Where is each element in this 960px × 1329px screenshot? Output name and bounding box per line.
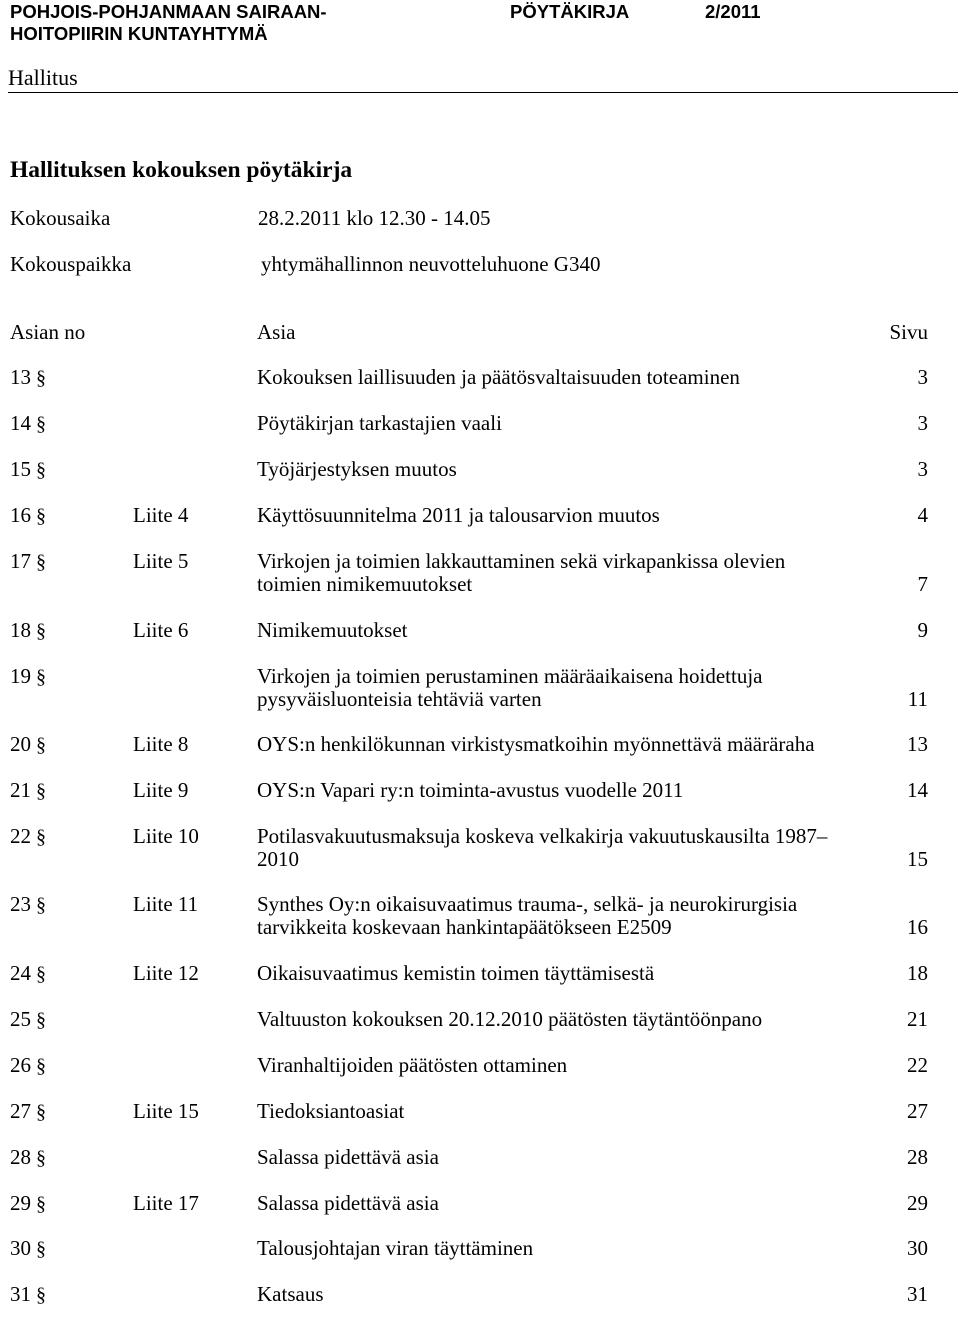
item-number: 30: [10, 1236, 31, 1260]
attachment-ref: Liite 12: [133, 961, 199, 985]
item-number: 29: [10, 1191, 31, 1215]
item-page: 4: [917, 503, 928, 527]
item-page: 11: [907, 687, 928, 711]
agenda-item-22: [0, 825, 960, 871]
attachment-ref: Liite 9: [133, 778, 189, 802]
item-number: 24: [10, 961, 31, 985]
agenda-item-30: [0, 1237, 960, 1283]
agenda-item-26: [0, 1054, 960, 1100]
item-number: 13: [10, 365, 31, 389]
item-topic: Pöytäkirjan tarkastajien vaali: [257, 411, 502, 435]
item-topic: Virkojen ja toimien perustaminen määräaikaisena hoidettuja pysyväisluonteisia tehtäviä varten: [257, 664, 763, 711]
section-sign: §: [36, 1238, 46, 1260]
item-page: 18: [907, 961, 928, 985]
item-number: 27: [10, 1099, 31, 1123]
item-topic: Kokouksen laillisuuden ja päätösvaltaisuuden toteaminen: [257, 365, 740, 389]
section-sign: §: [36, 620, 46, 642]
section-sign: §: [36, 459, 46, 481]
attachment-ref: Liite 11: [133, 892, 199, 916]
section-sign: §: [36, 1055, 46, 1077]
document-type: PÖYTÄKIRJA: [510, 1, 630, 22]
org-name-line2: HOITOPIIRIN KUNTAYHTYMÄ: [10, 23, 268, 44]
section-sign: §: [36, 666, 46, 688]
section-sign: §: [36, 894, 46, 916]
agenda-item-31: [0, 1283, 960, 1329]
section-sign: §: [36, 367, 46, 389]
agenda-item-18: [0, 619, 960, 665]
section-sign: §: [36, 505, 46, 527]
item-number: 28: [10, 1145, 31, 1169]
meeting-place-label: Kokouspaikka: [10, 252, 132, 276]
item-page: 27: [907, 1099, 928, 1123]
agenda-item-21: [0, 779, 960, 825]
meeting-time-value: 28.2.2011 klo 12.30 - 14.05: [258, 206, 491, 230]
item-number: 23: [10, 892, 31, 916]
column-header-no: Asian no: [10, 320, 86, 344]
item-page: 29: [907, 1191, 928, 1215]
section-sign: §: [36, 413, 46, 435]
attachment-ref: Liite 6: [133, 618, 189, 642]
item-topic: OYS:n henkilökunnan virkistysmatkoihin myönnettävä määräraha: [257, 732, 815, 756]
item-number: 26: [10, 1053, 31, 1077]
agenda-item-27: [0, 1100, 960, 1146]
item-number: 21: [10, 778, 31, 802]
item-number: 22: [10, 824, 31, 848]
attachment-ref: Liite 8: [133, 732, 189, 756]
item-page: 22: [907, 1053, 928, 1077]
section-sign: §: [36, 1284, 46, 1306]
agenda-item-13: [0, 366, 960, 412]
meeting-time-label: Kokousaika: [10, 206, 111, 230]
agenda-item-17: [0, 550, 960, 596]
header-divider: [8, 92, 958, 93]
item-number: 20: [10, 732, 31, 756]
attachment-ref: Liite 15: [133, 1099, 199, 1123]
item-page: 13: [907, 732, 928, 756]
item-topic: Virkojen ja toimien lakkauttaminen sekä virkapankissa olevien toimien nimikemuutokset: [257, 549, 786, 596]
section-sign: §: [36, 734, 46, 756]
item-number: 18: [10, 618, 31, 642]
item-topic: Valtuuston kokouksen 20.12.2010 päätösten täytäntöönpano: [257, 1007, 763, 1031]
item-page: 3: [917, 457, 928, 481]
item-page: 21: [907, 1007, 928, 1031]
section-sign: §: [36, 780, 46, 802]
item-page: 14: [907, 778, 928, 802]
page-title: Hallituksen kokouksen pöytäkirja: [10, 157, 353, 183]
column-header-page: Sivu: [889, 320, 928, 344]
item-page: 3: [917, 365, 928, 389]
attachment-ref: Liite 4: [133, 503, 189, 527]
attachment-ref: Liite 5: [133, 549, 189, 573]
agenda-item-19: [0, 665, 960, 711]
agenda-item-23: [0, 893, 960, 939]
agenda-item-28: [0, 1146, 960, 1192]
item-page: 7: [917, 572, 928, 596]
item-topic: Katsaus: [257, 1282, 324, 1306]
item-topic: Synthes Oy:n oikaisuvaatimus trauma-, selkä- ja neurokirurgisia tarvikkeita koskevaan hankintapäätökseen E2509: [257, 892, 798, 939]
agenda-item-16: [0, 504, 960, 550]
item-number: 16: [10, 503, 31, 527]
item-number: 19: [10, 664, 31, 688]
item-topic: Oikaisuvaatimus kemistin toimen täyttämisestä: [257, 961, 655, 985]
item-topic: Työjärjestyksen muutos: [257, 457, 457, 481]
section-sign: §: [36, 1193, 46, 1215]
agenda-item-14: [0, 412, 960, 458]
item-topic: Tiedoksiantoasiat: [257, 1099, 405, 1123]
document-number: 2/2011: [705, 1, 761, 22]
agenda-item-25: [0, 1008, 960, 1054]
item-topic: OYS:n Vapari ry:n toiminta-avustus vuodelle 2011: [257, 778, 684, 802]
governing-body: Hallitus: [8, 65, 78, 90]
item-page: 30: [907, 1236, 928, 1260]
agenda-item-24: [0, 962, 960, 1008]
item-page: 9: [917, 618, 928, 642]
item-page: 31: [907, 1282, 928, 1306]
item-number: 14: [10, 411, 31, 435]
item-topic: Viranhaltijoiden päätösten ottaminen: [257, 1053, 568, 1077]
section-sign: §: [36, 826, 46, 848]
item-topic: Potilasvakuutusmaksuja koskeva velkakirja vakuutuskausilta 1987– 2010: [257, 824, 828, 871]
section-sign: §: [36, 1009, 46, 1031]
item-topic: Talousjohtajan viran täyttäminen: [257, 1236, 534, 1260]
section-sign: §: [36, 1101, 46, 1123]
item-number: 31: [10, 1282, 31, 1306]
item-page: 16: [907, 915, 928, 939]
agenda-item-15: [0, 458, 960, 504]
org-name-line1: POHJOIS-POHJANMAAN SAIRAAN-: [10, 1, 327, 22]
item-topic: Nimikemuutokset: [257, 618, 408, 642]
item-number: 25: [10, 1007, 31, 1031]
section-sign: §: [36, 1147, 46, 1169]
section-sign: §: [36, 551, 46, 573]
section-sign: §: [36, 963, 46, 985]
meeting-place-value: yhtymähallinnon neuvotteluhuone G340: [261, 252, 601, 276]
attachment-ref: Liite 17: [133, 1191, 199, 1215]
item-topic: Salassa pidettävä asia: [257, 1145, 439, 1169]
item-number: 17: [10, 549, 31, 573]
item-number: 15: [10, 457, 31, 481]
item-topic: Käyttösuunnitelma 2011 ja talousarvion muutos: [257, 503, 660, 527]
item-topic: Salassa pidettävä asia: [257, 1191, 439, 1215]
agenda-item-29: [0, 1192, 960, 1238]
item-page: 28: [907, 1145, 928, 1169]
attachment-ref: Liite 10: [133, 824, 199, 848]
item-page: 3: [917, 411, 928, 435]
column-header-topic: Asia: [257, 320, 296, 344]
agenda-item-20: [0, 733, 960, 779]
item-page: 15: [907, 847, 928, 871]
